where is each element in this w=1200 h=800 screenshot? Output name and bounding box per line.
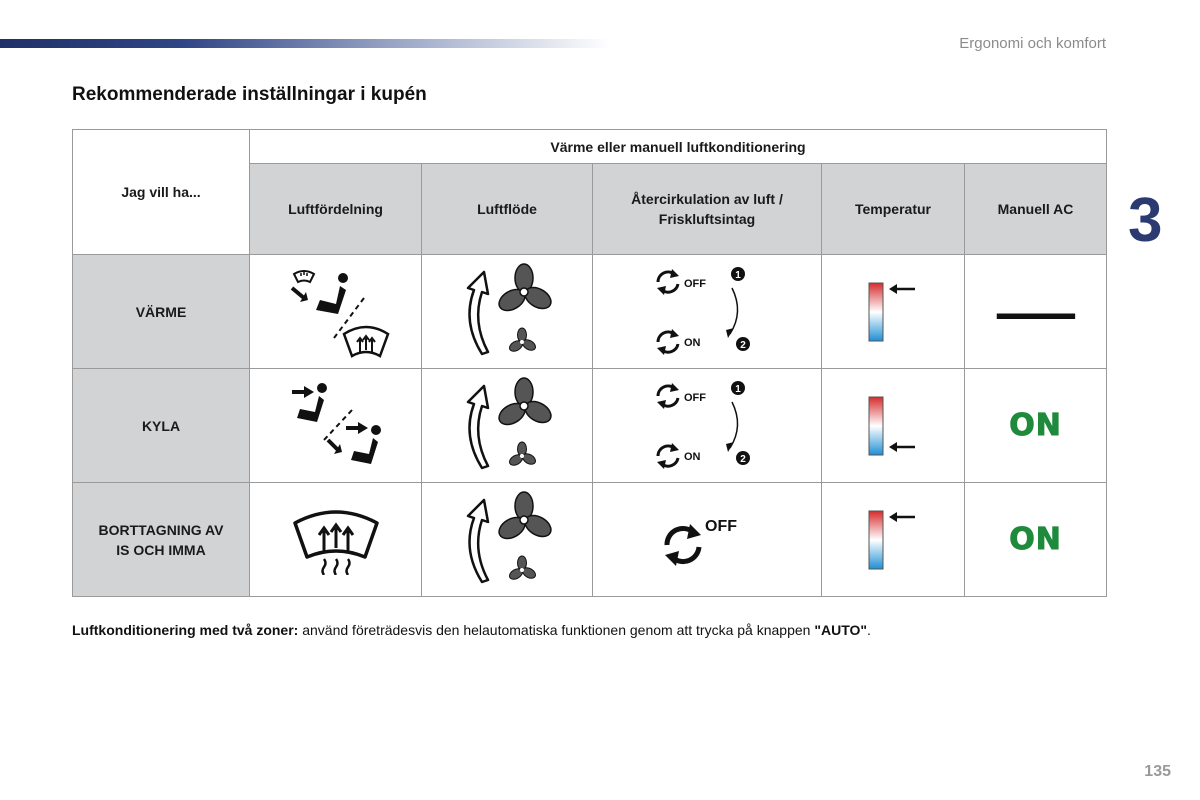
corner-header: Jag vill ha... bbox=[73, 130, 250, 255]
fan-large-and-small-icon bbox=[452, 490, 562, 590]
chapter-number: 3 bbox=[1128, 186, 1163, 255]
group-header: Värme eller manuell luftkonditionering bbox=[250, 130, 1107, 164]
manual-ac-value-dash: — bbox=[996, 279, 1075, 343]
row-label-defrost: BORTTAGNING AV IS OCH IMMA bbox=[73, 483, 250, 597]
temperature-high-icon bbox=[863, 277, 923, 347]
recirculation-cell bbox=[593, 483, 822, 597]
settings-table bbox=[72, 129, 1107, 597]
air-distribution-cell bbox=[250, 369, 422, 483]
row-label-heat: VÄRME bbox=[73, 255, 250, 369]
fan-large-and-small-icon bbox=[452, 262, 562, 362]
air-distribution-cell bbox=[250, 483, 422, 597]
section-title: Ergonomi och komfort bbox=[959, 35, 1106, 52]
footnote-text: använd företrädesvis den helautomatiska funktionen genom att trycka på knappen bbox=[298, 622, 815, 638]
airflow-cell bbox=[422, 483, 593, 597]
svg-text:1: 1 bbox=[735, 383, 741, 395]
header-gradient-bar bbox=[0, 39, 610, 48]
temperature-low-icon bbox=[863, 391, 923, 461]
recirculation-off-then-on-icon bbox=[652, 376, 762, 476]
temperature-cell bbox=[822, 255, 965, 369]
manual-ac-on-label: ON bbox=[1009, 521, 1062, 557]
svg-text:OFF: OFF bbox=[705, 517, 737, 535]
page-number: 135 bbox=[1144, 763, 1171, 780]
col-header-recirculation: Återcirkulation av luft / Friskluftsintag bbox=[593, 164, 822, 255]
manual-ac-cell bbox=[965, 255, 1107, 369]
table-row bbox=[73, 255, 1107, 369]
svg-text:ON: ON bbox=[684, 336, 701, 349]
recirculation-cell bbox=[593, 369, 822, 483]
air-distribution-cell bbox=[250, 255, 422, 369]
footnote-end: . bbox=[867, 622, 871, 638]
temperature-cell bbox=[822, 369, 965, 483]
temperature-cell bbox=[822, 483, 965, 597]
svg-text:2: 2 bbox=[740, 339, 746, 351]
manual-ac-cell bbox=[965, 483, 1107, 597]
airflow-cell bbox=[422, 369, 593, 483]
row-label-cool: KYLA bbox=[73, 369, 250, 483]
manual-ac-on-label: ON bbox=[1009, 407, 1062, 443]
temperature-high-icon bbox=[863, 505, 923, 575]
face-then-feet-icon bbox=[276, 376, 396, 476]
svg-text:2: 2 bbox=[740, 453, 746, 465]
windscreen-demist-icon bbox=[291, 505, 381, 575]
col-header-manual-ac: Manuell AC bbox=[965, 164, 1107, 255]
airflow-cell bbox=[422, 255, 593, 369]
footnote bbox=[72, 622, 871, 638]
table-row bbox=[73, 369, 1107, 483]
svg-text:1: 1 bbox=[735, 269, 741, 281]
recirculation-cell bbox=[593, 255, 822, 369]
page-title: Rekommenderade inställningar i kupén bbox=[72, 84, 427, 105]
svg-text:OFF: OFF bbox=[684, 391, 706, 404]
manual-ac-cell bbox=[965, 369, 1107, 483]
col-header-airflow: Luftflöde bbox=[422, 164, 593, 255]
svg-text:OFF: OFF bbox=[684, 277, 706, 290]
recirculation-off-icon bbox=[657, 505, 757, 575]
col-header-air-distribution: Luftfördelning bbox=[250, 164, 422, 255]
footnote-key: "AUTO" bbox=[814, 622, 868, 638]
footnote-lead: Luftkonditionering med två zoner: bbox=[72, 622, 299, 638]
table-row bbox=[73, 483, 1107, 597]
fan-large-and-small-icon bbox=[452, 376, 562, 476]
recirculation-off-then-on-icon bbox=[652, 262, 762, 362]
feet-and-windscreen-icon bbox=[276, 262, 396, 362]
col-header-temperature: Temperatur bbox=[822, 164, 965, 255]
svg-text:ON: ON bbox=[684, 450, 701, 463]
